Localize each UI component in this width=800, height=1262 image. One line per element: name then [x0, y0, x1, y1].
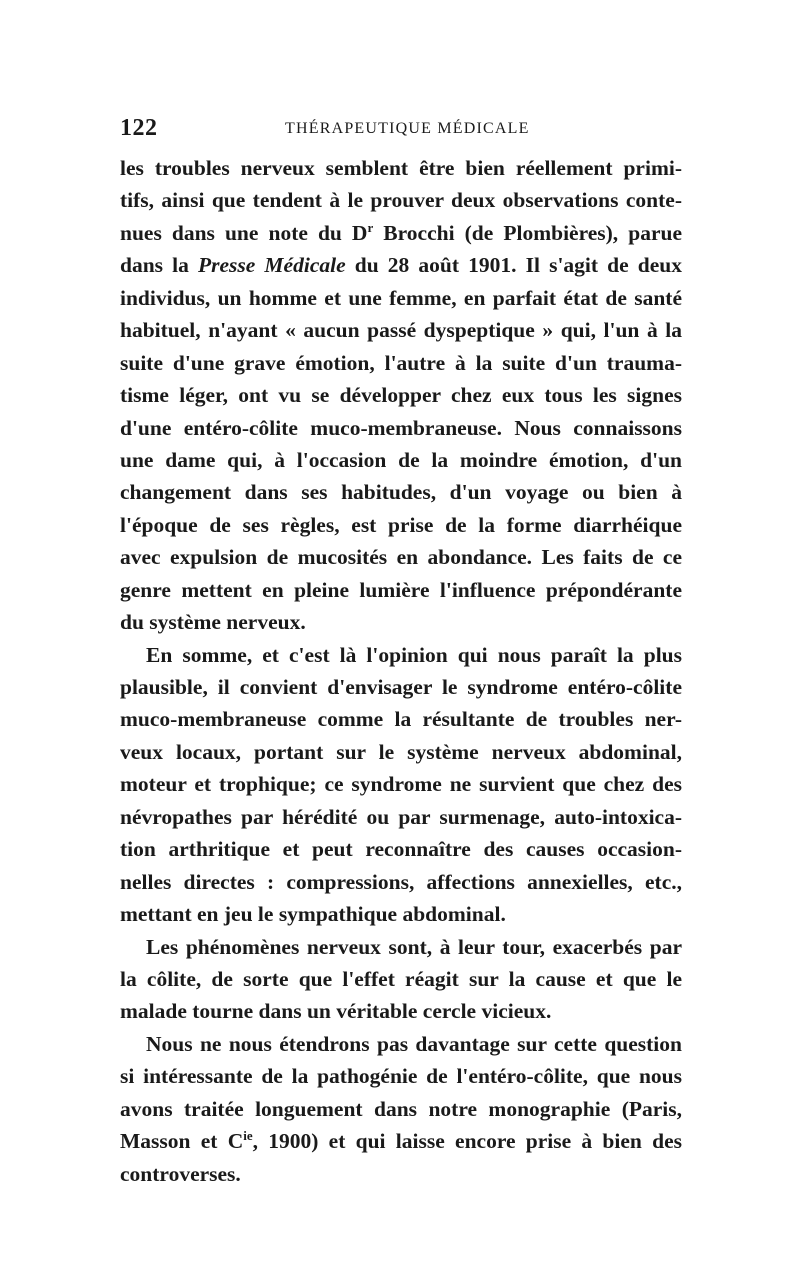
line-text: malade tourne dans un véritable cercle vicieux.	[120, 999, 552, 1024]
line-text: individus, un homme et une femme, en parfait état de santé	[120, 285, 682, 310]
line-text-continued: , 1900) et qui laisse encore prise à bien des	[252, 1129, 682, 1154]
text-line	[120, 736, 682, 768]
line-text: nelles directes : compressions, affections annexielles, etc.,	[120, 869, 682, 894]
line-text: tion arthritique et peut reconnaître des causes occasion-	[120, 837, 682, 862]
text-line	[120, 314, 682, 346]
text-line	[120, 703, 682, 735]
text-line	[120, 282, 682, 314]
text-line	[120, 249, 682, 281]
line-text: Nous ne nous étendrons pas davantage sur cette question	[146, 1031, 682, 1056]
text-line	[120, 574, 682, 606]
line-text: plausible, il convient d'envisager le syndrome entéro-côlite	[120, 675, 682, 699]
text-line	[120, 1158, 682, 1190]
text-line	[120, 184, 682, 216]
text-line	[120, 509, 682, 541]
text-line	[120, 379, 682, 411]
text-line	[120, 768, 682, 800]
line-text: Les phénomènes nerveux sont, à leur tour, exacerbés par	[146, 934, 682, 959]
line-text: muco-membraneuse comme la résultante de troubles ner-	[120, 707, 682, 732]
running-head	[120, 115, 682, 145]
italic-title: Presse Médicale	[198, 253, 346, 278]
line-text: avons traitée longuement dans notre monographie (Paris,	[120, 1096, 682, 1121]
text-line	[120, 898, 682, 930]
line-text: si intéressante de la pathogénie de l'entéro-côlite, que nous	[120, 1064, 682, 1089]
text-line	[120, 931, 682, 963]
text-line	[120, 801, 682, 833]
line-text: veux locaux, portant sur le système nerveux abdominal,	[120, 739, 682, 764]
line-text: névropathes par hérédité ou par surmenage, auto-intoxica-	[120, 804, 682, 829]
superscript: r	[367, 219, 374, 235]
text-line	[120, 606, 682, 638]
text-line	[120, 444, 682, 476]
line-text: avec expulsion de mucosités en abondance. Les faits de ce	[120, 545, 682, 570]
text-line	[120, 995, 682, 1027]
text-line	[120, 639, 682, 671]
text-line	[120, 347, 682, 379]
line-text: l'époque de ses règles, est prise de la forme diarrhéique	[120, 512, 682, 537]
text-line	[120, 866, 682, 898]
text-line	[120, 833, 682, 865]
line-text: les troubles nerveux semblent être bien réellement primi-	[120, 156, 682, 180]
line-text: nues dans une note du D	[120, 220, 368, 245]
text-line	[120, 412, 682, 444]
line-text: dans la	[120, 253, 198, 278]
line-text: d'une entéro-côlite muco-membraneuse. Nous connaissons	[120, 415, 682, 440]
line-text: changement dans ses habitudes, d'un voyage ou bien à	[120, 480, 682, 505]
text-line	[120, 476, 682, 508]
text-line	[120, 1093, 682, 1125]
text-line	[120, 1028, 682, 1060]
running-title: THÉRAPEUTIQUE MÉDICALE	[285, 120, 530, 137]
line-text-continued: Brocchi (de Plombières), parue	[373, 220, 682, 245]
line-text-continued: du 28 août 1901. Il s'agit de deux	[345, 253, 682, 278]
text-line	[120, 217, 682, 249]
line-text: tifs, ainsi que tendent à le prouver deux observations conte-	[120, 188, 682, 213]
text-line	[120, 963, 682, 995]
body-text	[120, 152, 682, 1190]
line-text: la côlite, de sorte que l'effet réagit sur la cause et que le	[120, 966, 682, 991]
line-text: Masson et C	[120, 1129, 244, 1154]
page-number: 122	[120, 115, 158, 141]
line-text: une dame qui, à l'occasion de la moindre émotion, d'un	[120, 447, 682, 472]
line-text: du système nerveux.	[120, 610, 306, 635]
line-text: moteur et trophique; ce syndrome ne survient que chez des	[120, 772, 682, 797]
line-text: tisme léger, ont vu se développer chez eux tous les signes	[120, 383, 682, 408]
text-line	[120, 152, 682, 184]
superscript: ie	[243, 1128, 253, 1144]
line-text: genre mettent en pleine lumière l'influence prépondérante	[120, 577, 682, 602]
line-text: habituel, n'ayant « aucun passé dyspeptique » qui, l'un à la	[120, 318, 682, 343]
line-text: En somme, et c'est là l'opinion qui nous paraît la plus	[146, 642, 682, 667]
text-line	[120, 1125, 682, 1157]
text-line	[120, 671, 682, 703]
text-line	[120, 541, 682, 573]
text-line	[120, 1060, 682, 1092]
line-text: controverses.	[120, 1161, 241, 1186]
line-text: mettant en jeu le sympathique abdominal.	[120, 902, 506, 927]
line-text: suite d'une grave émotion, l'autre à la suite d'un trauma-	[120, 350, 682, 375]
